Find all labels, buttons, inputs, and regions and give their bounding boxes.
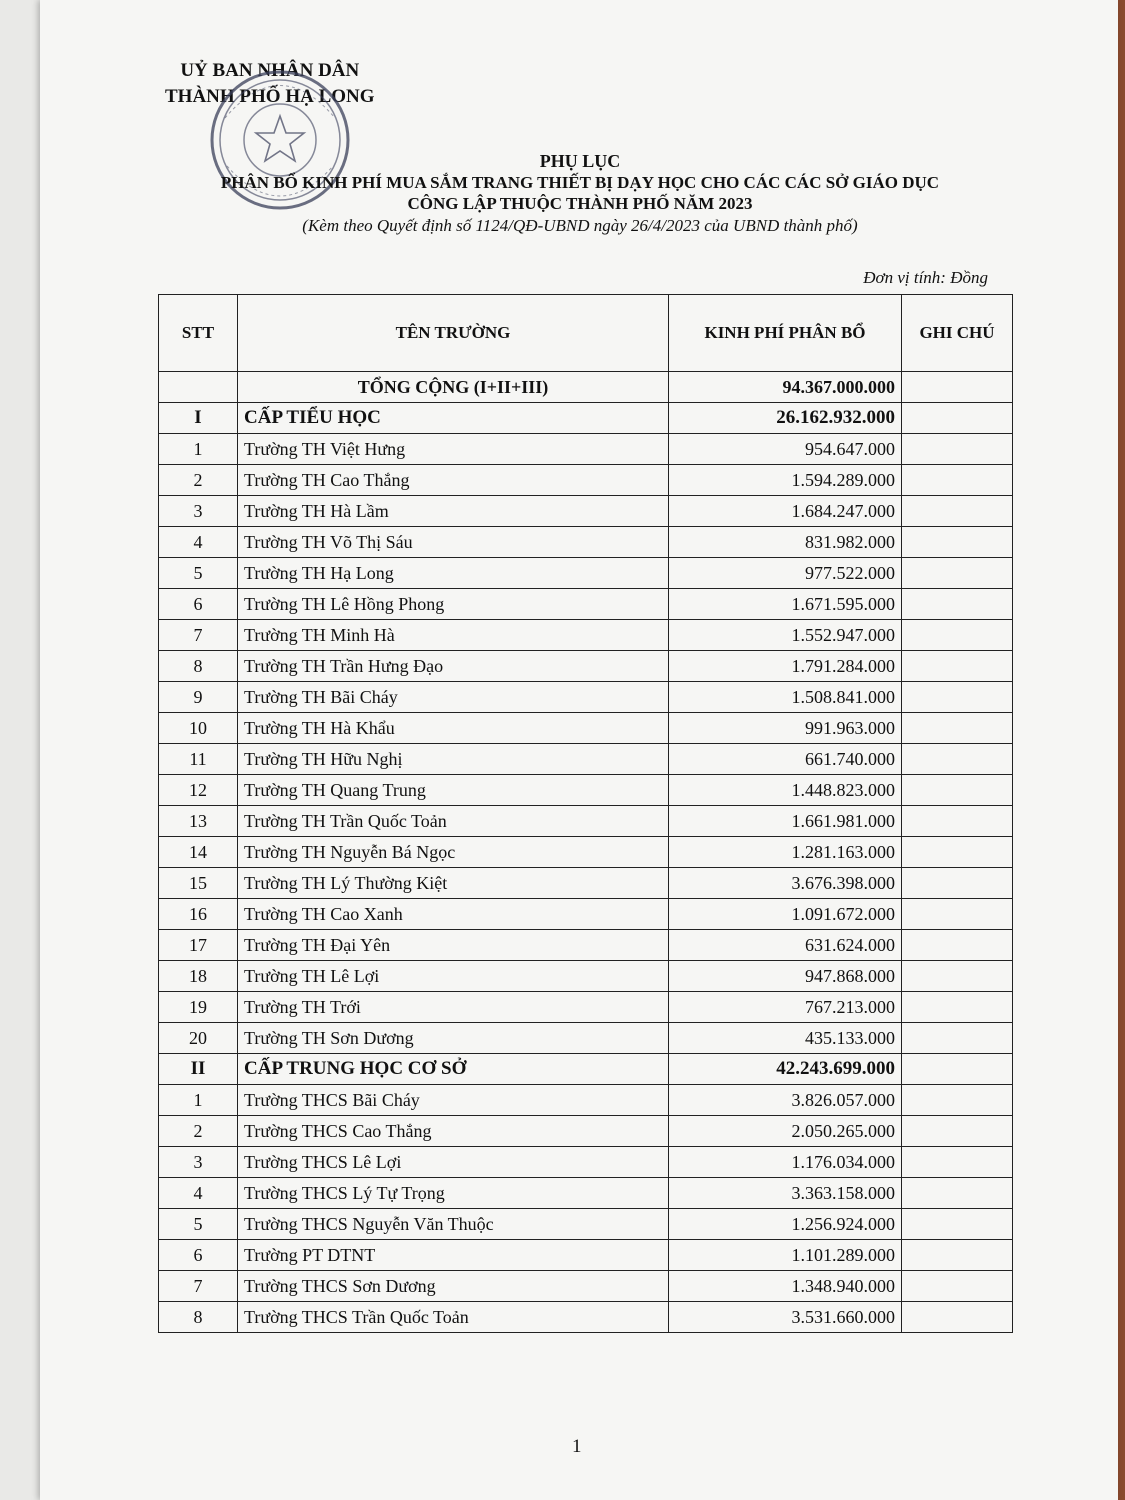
- row-note-cell: [902, 806, 1013, 837]
- total-label: TỔNG CỘNG (I+II+III): [238, 372, 669, 403]
- row-note-cell: [902, 1209, 1013, 1240]
- table-row: [159, 1116, 1013, 1147]
- row-amount: 831.982.000: [669, 527, 902, 558]
- table-row: [159, 837, 1013, 868]
- row-school-name: Trường THCS Sơn Dương: [238, 1271, 669, 1302]
- row-note-cell: [902, 775, 1013, 806]
- row-note-cell: [902, 1023, 1013, 1054]
- row-note-cell: [902, 1116, 1013, 1147]
- row-school-name: Trường TH Minh Hà: [238, 620, 669, 651]
- document-title-line-2: CÔNG LẬP THUỘC THÀNH PHỐ NĂM 2023: [407, 194, 753, 213]
- row-stt: 2: [159, 465, 238, 496]
- row-note-cell: [902, 496, 1013, 527]
- row-stt: 3: [159, 1147, 238, 1178]
- row-note-cell: [902, 1178, 1013, 1209]
- row-school-name: Trường TH Trần Hưng Đạo: [238, 651, 669, 682]
- row-amount: 1.448.823.000: [669, 775, 902, 806]
- row-school-name: Trường TH Lý Thường Kiệt: [238, 868, 669, 899]
- row-stt: 8: [159, 651, 238, 682]
- row-stt: 12: [159, 775, 238, 806]
- row-stt: 7: [159, 620, 238, 651]
- row-school-name: Trường THCS Lê Lợi: [238, 1147, 669, 1178]
- row-school-name: Trường TH Lê Lợi: [238, 961, 669, 992]
- row-school-name: Trường THCS Cao Thắng: [238, 1116, 669, 1147]
- table-row: [159, 620, 1013, 651]
- row-stt: 4: [159, 527, 238, 558]
- row-amount: 1.176.034.000: [669, 1147, 902, 1178]
- table-row: [159, 682, 1013, 713]
- row-amount: 1.101.289.000: [669, 1240, 902, 1271]
- row-school-name: Trường THCS Trần Quốc Toản: [238, 1302, 669, 1333]
- table-row: [159, 434, 1013, 465]
- section-row: [159, 403, 1013, 434]
- row-amount: 435.133.000: [669, 1023, 902, 1054]
- section-name: CẤP TRUNG HỌC CƠ SỞ: [238, 1054, 669, 1085]
- row-amount: 1.791.284.000: [669, 651, 902, 682]
- allocation-table: [158, 294, 1013, 1333]
- currency-unit-note: Đơn vị tính: Đồng: [863, 268, 988, 287]
- section-row: [159, 1054, 1013, 1085]
- row-amount: 3.826.057.000: [669, 1085, 902, 1116]
- section-roman: II: [159, 1054, 238, 1085]
- row-amount: 2.050.265.000: [669, 1116, 902, 1147]
- table-row: [159, 1085, 1013, 1116]
- row-amount: 1.661.981.000: [669, 806, 902, 837]
- row-school-name: Trường TH Cao Xanh: [238, 899, 669, 930]
- row-stt: 6: [159, 589, 238, 620]
- row-note-cell: [902, 527, 1013, 558]
- row-school-name: Trường TH Hữu Nghị: [238, 744, 669, 775]
- row-stt: 18: [159, 961, 238, 992]
- row-amount: 1.671.595.000: [669, 589, 902, 620]
- row-school-name: Trường TH Quang Trung: [238, 775, 669, 806]
- table-row: [159, 775, 1013, 806]
- row-note-cell: [902, 682, 1013, 713]
- table-row: [159, 465, 1013, 496]
- row-note-cell: [902, 992, 1013, 1023]
- section-name: CẤP TIỂU HỌC: [238, 403, 669, 434]
- row-school-name: Trường THCS Lý Tự Trọng: [238, 1178, 669, 1209]
- row-amount: 767.213.000: [669, 992, 902, 1023]
- row-stt: 1: [159, 1085, 238, 1116]
- row-amount: 661.740.000: [669, 744, 902, 775]
- row-note-cell: [902, 465, 1013, 496]
- decision-reference: (Kèm theo Quyết định số 1124/QĐ-UBND ngày 26/4/2023 của UBND thành phố): [302, 216, 858, 235]
- row-amount: 1.281.163.000: [669, 837, 902, 868]
- row-stt: 17: [159, 930, 238, 961]
- row-amount: 977.522.000: [669, 558, 902, 589]
- section-note-cell: [902, 1054, 1013, 1085]
- table-row: [159, 1240, 1013, 1271]
- row-stt: 3: [159, 496, 238, 527]
- section-roman: I: [159, 403, 238, 434]
- appendix-label: PHỤ LỤC: [539, 151, 621, 171]
- section-note-cell: [902, 403, 1013, 434]
- row-stt: 5: [159, 558, 238, 589]
- total-note-cell: [902, 372, 1013, 403]
- row-note-cell: [902, 1271, 1013, 1302]
- row-amount: 3.531.660.000: [669, 1302, 902, 1333]
- row-amount: 947.868.000: [669, 961, 902, 992]
- header-stt: STT: [159, 295, 238, 372]
- row-stt: 10: [159, 713, 238, 744]
- row-amount: 3.676.398.000: [669, 868, 902, 899]
- table-row: [159, 713, 1013, 744]
- row-amount: 1.552.947.000: [669, 620, 902, 651]
- row-amount: 991.963.000: [669, 713, 902, 744]
- row-stt: 5: [159, 1209, 238, 1240]
- row-note-cell: [902, 1302, 1013, 1333]
- document-heading: [150, 150, 1010, 237]
- row-note-cell: [902, 744, 1013, 775]
- row-note-cell: [902, 1147, 1013, 1178]
- agency-line-2: THÀNH PHỐ HẠ LONG: [165, 86, 375, 107]
- section-amount: 26.162.932.000: [669, 403, 902, 434]
- table-body: [159, 372, 1013, 1333]
- row-note-cell: [902, 1240, 1013, 1271]
- row-school-name: Trường TH Việt Hưng: [238, 434, 669, 465]
- table-row: [159, 558, 1013, 589]
- row-note-cell: [902, 434, 1013, 465]
- agency-line-1: UỶ BAN NHÂN DÂN: [180, 60, 360, 81]
- row-stt: 9: [159, 682, 238, 713]
- row-stt: 6: [159, 1240, 238, 1271]
- page-number: 1: [572, 1436, 582, 1457]
- row-note-cell: [902, 589, 1013, 620]
- row-amount: 1.348.940.000: [669, 1271, 902, 1302]
- row-school-name: Trường TH Trới: [238, 992, 669, 1023]
- row-stt: 19: [159, 992, 238, 1023]
- row-note-cell: [902, 620, 1013, 651]
- table-row: [159, 589, 1013, 620]
- row-stt: 15: [159, 868, 238, 899]
- row-amount: 1.508.841.000: [669, 682, 902, 713]
- row-school-name: Trường THCS Nguyễn Văn Thuộc: [238, 1209, 669, 1240]
- row-school-name: Trường THCS Bãi Cháy: [238, 1085, 669, 1116]
- row-note-cell: [902, 837, 1013, 868]
- grand-total-row: [159, 372, 1013, 403]
- header-notes: GHI CHÚ: [902, 295, 1013, 372]
- row-note-cell: [902, 1085, 1013, 1116]
- table-row: [159, 527, 1013, 558]
- row-amount: 1.256.924.000: [669, 1209, 902, 1240]
- row-school-name: Trường TH Võ Thị Sáu: [238, 527, 669, 558]
- table-row: [159, 930, 1013, 961]
- row-school-name: Trường PT DTNT: [238, 1240, 669, 1271]
- table-row: [159, 496, 1013, 527]
- header-school-name: TÊN TRƯỜNG: [238, 295, 669, 372]
- row-amount: 1.091.672.000: [669, 899, 902, 930]
- header-allocated-budget: KINH PHÍ PHÂN BỔ: [669, 295, 902, 372]
- document-title-line-1: PHÂN BỔ KINH PHÍ MUA SẮM TRANG THIẾT BỊ DẠY HỌC CHO CÁC CÁC SỞ GIÁO DỤC: [220, 173, 940, 192]
- table-row: [159, 1147, 1013, 1178]
- row-school-name: Trường TH Đại Yên: [238, 930, 669, 961]
- row-school-name: Trường TH Hà Khẩu: [238, 713, 669, 744]
- row-amount: 631.624.000: [669, 930, 902, 961]
- table-row: [159, 744, 1013, 775]
- row-school-name: Trường TH Cao Thắng: [238, 465, 669, 496]
- row-amount: 3.363.158.000: [669, 1178, 902, 1209]
- row-school-name: Trường TH Bãi Cháy: [238, 682, 669, 713]
- table-row: [159, 1209, 1013, 1240]
- row-note-cell: [902, 651, 1013, 682]
- row-stt: 4: [159, 1178, 238, 1209]
- row-stt: 16: [159, 899, 238, 930]
- row-note-cell: [902, 899, 1013, 930]
- row-stt: 2: [159, 1116, 238, 1147]
- row-stt: 11: [159, 744, 238, 775]
- table-row: [159, 1271, 1013, 1302]
- row-amount: 1.684.247.000: [669, 496, 902, 527]
- row-school-name: Trường TH Sơn Dương: [238, 1023, 669, 1054]
- row-school-name: Trường TH Hạ Long: [238, 558, 669, 589]
- row-stt: 13: [159, 806, 238, 837]
- table-row: [159, 899, 1013, 930]
- row-amount: 954.647.000: [669, 434, 902, 465]
- total-amount: 94.367.000.000: [669, 372, 902, 403]
- row-stt: 20: [159, 1023, 238, 1054]
- row-note-cell: [902, 713, 1013, 744]
- row-note-cell: [902, 558, 1013, 589]
- total-stt-cell: [159, 372, 238, 403]
- row-school-name: Trường TH Trần Quốc Toản: [238, 806, 669, 837]
- row-school-name: Trường TH Hà Lầm: [238, 496, 669, 527]
- table-row: [159, 1023, 1013, 1054]
- row-school-name: Trường TH Lê Hồng Phong: [238, 589, 669, 620]
- row-amount: 1.594.289.000: [669, 465, 902, 496]
- row-note-cell: [902, 930, 1013, 961]
- table-header-row: [159, 295, 1013, 372]
- row-stt: 14: [159, 837, 238, 868]
- row-school-name: Trường TH Nguyễn Bá Ngọc: [238, 837, 669, 868]
- row-note-cell: [902, 868, 1013, 899]
- table-row: [159, 1302, 1013, 1333]
- row-stt: 1: [159, 434, 238, 465]
- table-row: [159, 1178, 1013, 1209]
- table-row: [159, 806, 1013, 837]
- row-note-cell: [902, 961, 1013, 992]
- row-stt: 8: [159, 1302, 238, 1333]
- table-row: [159, 961, 1013, 992]
- section-amount: 42.243.699.000: [669, 1054, 902, 1085]
- table-row: [159, 992, 1013, 1023]
- row-stt: 7: [159, 1271, 238, 1302]
- table-row: [159, 868, 1013, 899]
- table-row: [159, 651, 1013, 682]
